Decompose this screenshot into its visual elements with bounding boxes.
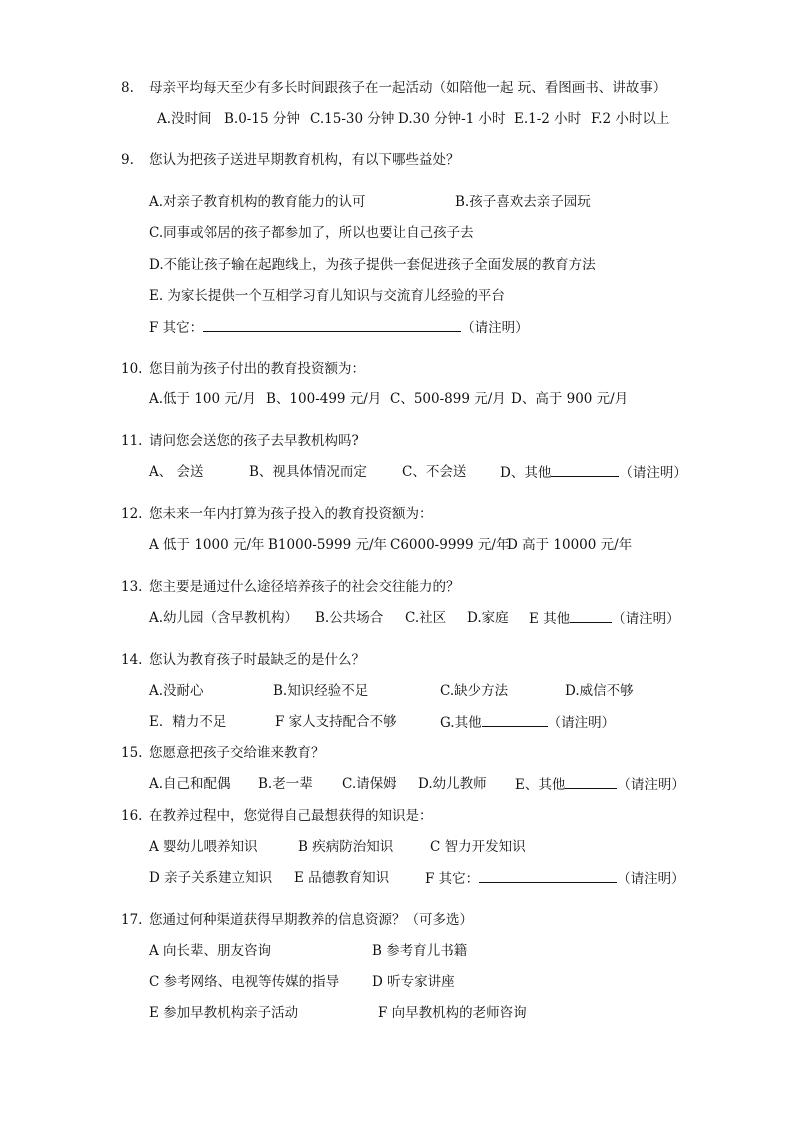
option: D 亲子关系建立知识 <box>149 870 273 886</box>
option: E.1-2 小时 <box>514 111 582 127</box>
question-text: 母亲平均每天至少有多长时间跟孩子在一起活动（如陪他一起 玩、看图画书、讲故事） <box>149 80 667 96</box>
fill-in-blank[interactable] <box>482 713 548 727</box>
option-other <box>529 609 680 628</box>
option: A.对亲子教育机构的教育能力的认可 <box>149 194 366 210</box>
option: D.家庭 <box>467 610 509 626</box>
question-text: 请问您会送您的孩子去早教机构吗? <box>149 433 359 449</box>
option: B.公共场合 <box>315 610 384 626</box>
fill-in-blank[interactable] <box>479 869 617 883</box>
option: A.幼儿园（含早教机构） <box>149 610 299 626</box>
option: B.孩子喜欢去亲子园玩 <box>455 194 591 210</box>
option-label: D、其他 <box>500 465 552 481</box>
option-other <box>515 775 685 794</box>
question-text: 您未来一年内打算为孩子投入的教育投资额为： <box>149 506 433 522</box>
option-label: F 其它： <box>149 320 204 336</box>
option: B 参考育儿书籍 <box>372 943 468 959</box>
option: C.社区 <box>405 610 447 626</box>
option: B.知识经验不足 <box>273 683 369 699</box>
option-label: E 其他 <box>529 611 571 627</box>
question-text: 您认为把孩子送进早期教育机构，有以下哪些益处？ <box>149 152 460 168</box>
question-number: 11. <box>121 433 143 449</box>
option: B.0-15 分钟 <box>224 111 300 127</box>
option: A 向长辈、朋友咨询 <box>149 943 272 959</box>
option: A.低于 100 元/月 <box>149 391 256 407</box>
option: F 家人支持配合不够 <box>275 714 397 730</box>
option: D.不能让孩子输在起跑线上，为孩子提供一套促进孩子全面发展的教育方法 <box>149 257 596 273</box>
option: C 参考网络、电视等传媒的指导 <box>149 974 340 990</box>
option-other <box>500 463 687 482</box>
question-text: 您认为教育孩子时最缺乏的是什么？ <box>149 652 365 668</box>
question-number: 16. <box>121 808 143 824</box>
option: B.老一辈 <box>258 776 313 792</box>
option: D 听专家讲座 <box>372 974 455 990</box>
question-number: 13. <box>121 579 143 595</box>
note-label: （请注明） <box>619 465 687 481</box>
option: C.缺少方法 <box>440 683 509 699</box>
question-number: 9. <box>121 152 134 168</box>
option: E 品德教育知识 <box>294 870 390 886</box>
option: A.没时间 <box>157 111 212 127</box>
question-text: 您目前为孩子付出的教育投资额为： <box>149 361 365 377</box>
option-other <box>425 869 685 888</box>
option: B1000-5999 元/年 <box>268 537 388 553</box>
question-text: 在教养过程中，您觉得自己最想获得的知识是： <box>149 808 433 824</box>
note-label: （请注明） <box>461 320 529 336</box>
option: C、500-899 元/月 <box>390 391 506 407</box>
option: A 低于 1000 元/年 <box>149 537 265 553</box>
question-number: 17. <box>121 912 143 928</box>
option-label: E、其他 <box>515 777 566 793</box>
option: E．精力不足 <box>149 714 227 730</box>
option-other <box>440 713 615 732</box>
option: A.没耐心 <box>149 683 204 699</box>
option: F.2 小时以上 <box>591 111 670 127</box>
option: C.同事或邻居的孩子都参加了，所以也要让自己孩子去 <box>149 225 474 241</box>
option: C 智力开发知识 <box>430 839 526 855</box>
question-number: 12. <box>121 506 143 522</box>
option: D 高于 10000 元/年 <box>507 537 633 553</box>
question-text: 您主要是通过什么途径培养孩子的社会交往能力的？ <box>149 579 460 595</box>
fill-in-blank[interactable] <box>565 775 617 789</box>
option: B 疾病防治知识 <box>298 839 394 855</box>
note-label: （请注明） <box>612 611 680 627</box>
option: D.幼儿教师 <box>418 776 487 792</box>
note-label: （请注明） <box>617 871 685 887</box>
option: C6000-9999 元/年 <box>390 537 510 553</box>
question-number: 14. <box>121 652 143 668</box>
option: C.15-30 分钟 <box>310 111 395 127</box>
option: A、 会送 <box>149 464 204 480</box>
option: C.请保姆 <box>342 776 397 792</box>
question-number: 8. <box>121 80 134 96</box>
question-number: 15. <box>121 745 143 761</box>
option-label: F 其它： <box>425 871 480 887</box>
option: A 婴幼儿喂养知识 <box>149 839 258 855</box>
fill-in-blank[interactable] <box>203 318 461 332</box>
option: A.自己和配偶 <box>149 776 231 792</box>
option: F 向早教机构的老师咨询 <box>378 1005 527 1021</box>
option: D、高于 900 元/月 <box>511 391 629 407</box>
fill-in-blank[interactable] <box>551 463 619 477</box>
note-label: （请注明） <box>617 777 685 793</box>
fill-in-blank[interactable] <box>570 609 612 623</box>
question-text: 您通过何种渠道获得早期教养的信息资源？（可多选） <box>149 912 473 928</box>
option: D.威信不够 <box>565 683 634 699</box>
option: B、100-499 元/月 <box>266 391 382 407</box>
option: E. 为家长提供一个互相学习育儿知识与交流育儿经验的平台 <box>149 288 505 304</box>
option-label: G.其他 <box>440 715 482 731</box>
option: B、视具体情况而定 <box>249 464 367 480</box>
question-number: 10. <box>121 361 143 377</box>
note-label: （请注明） <box>547 715 616 731</box>
option-other <box>149 318 529 337</box>
option: D.30 分钟-1 小时 <box>398 111 506 127</box>
option: E 参加早教机构亲子活动 <box>149 1005 299 1021</box>
option: C、不会送 <box>402 464 467 480</box>
question-text: 您愿意把孩子交给谁来教育？ <box>149 745 325 761</box>
